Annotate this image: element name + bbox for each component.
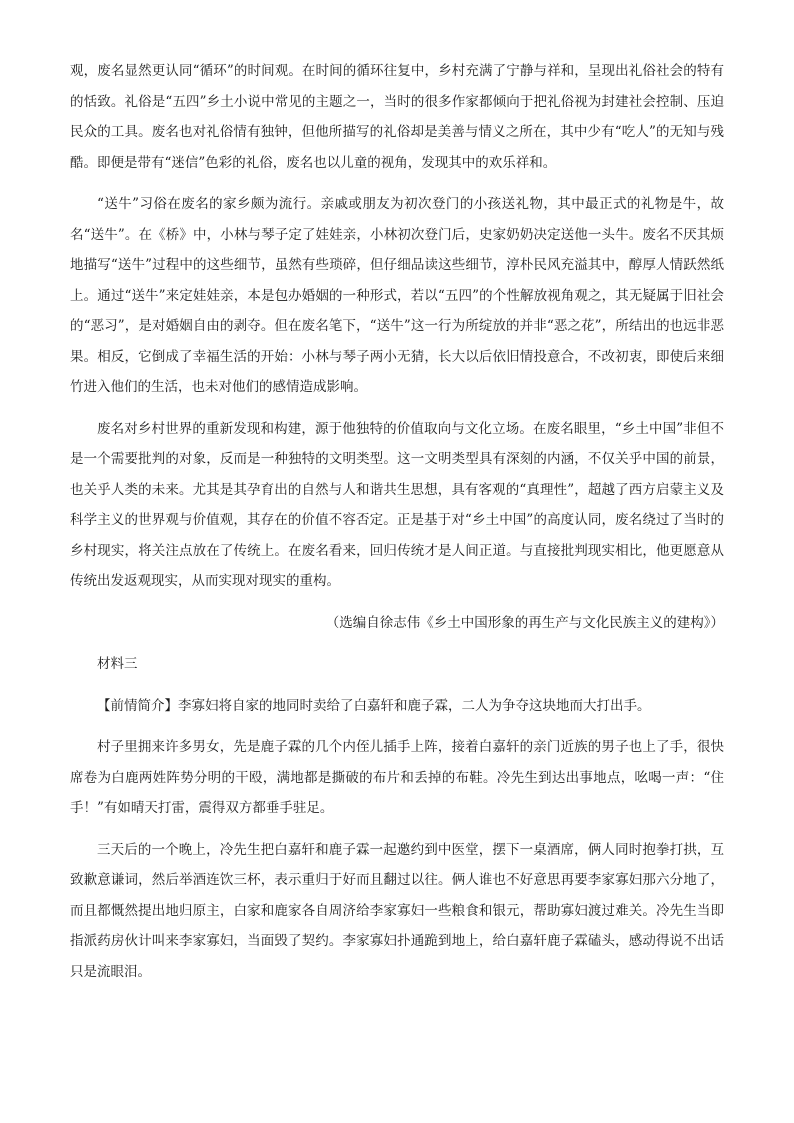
section-heading: 材料三 bbox=[97, 656, 138, 672]
paragraph-continued: 观，废名显然更认同“循环”的时间观。在时间的循环往复中，乡村充满了宁静与祥和，呈现出礼俗社会的特有的恬致。礼俗是“五四”乡土小说中常见的主题之一，当时的很多作家都倾向于把礼俗视为封建社会控制、压迫民众的工具。废名也对礼俗情有独钟，但他所描写的礼俗却是美善与情义之所在，其中少有“吃人”的无知与残酷。即便是带有“迷信”色彩的礼俗，废名也以儿童的视角，发现其中的欢乐祥和。 bbox=[70, 63, 724, 171]
paragraph-feiming-stance: 废名对乡村世界的重新发现和构建，源于他独特的价值取向与文化立场。在废名眼里，“乡土中国”非但不是一个需要批判的对象，反而是一种独特的文明类型。这一文明类型具有深刻的内涵，不仅关乎中国的前景，也关乎人类的未来。尤其是其孕育出的自然与人和谐共生思想，具有客观的“真理性”，超越了西方启蒙主义及科学主义的世界观与价值观，其存在的价值不容否定。正是基于对“乡土中国”的高度认同，废名绕过了当时的乡村现实，将关注点放在了传统上。在废名看来，回归传统才是人间正道。与直接批判现实相比，他更愿意从传统出发返观现实，从而实现对现实的重构。 bbox=[70, 420, 724, 589]
story-paragraph-fight: 村子里拥来许多男女，先是鹿子霖的几个内侄儿插手上阵，接着白嘉轩的亲门近族的男子也上了手，很快席卷为白鹿两姓阵势分明的干殴，满地都是撕破的布片和丢掉的布鞋。冷先生到达出事地点，吆喝一声：“住手！”有如晴天打雷，震得双方都垂手驻足。 bbox=[70, 739, 724, 816]
paragraph-song-niu: “送牛”习俗在废名的家乡颇为流行。亲戚或朋友为初次登门的小孩送礼物，其中最正式的礼物是牛，故名“送牛”。在《桥》中，小林与琴子定了娃娃亲，小林初次登门后，史家奶奶决定送他一头牛。废名不厌其烦地描写“送牛”过程中的这些细节，虽然有些琐碎，但仔细品读这些细节，淳朴民风充溢其中，醇厚人情跃然纸上。通过“送牛”来定娃娃亲，本是包办婚姻的一种形式，若以“五四”的个性解放视角观之，其无疑属于旧社会的“恶习”，是对婚姻自由的剥夺。但在废名笔下，“送牛”这一行为所绽放的并非“恶之花”，所结出的也远非恶果。相反，它倒成了幸福生活的开始：小林与琴子两小无猜，长大以后依旧情投意合，不改初衷，即使后来细竹进入他们的生活，也未对他们的感情造成影响。 bbox=[70, 196, 724, 395]
story-paragraph-reconcile: 三天后的一个晚上，冷先生把白嘉轩和鹿子霖一起邀约到中医堂，摆下一桌酒席，俩人同时抱拳打拱，互致歉意谦词，然后举酒连饮三杯，表示重归于好而且翻过以往。俩人谁也不好意思再要李家寡妇那六分地了，而且都慨然提出地归原主，白家和鹿家各自周济给李家寡妇一些粮食和银元，帮助寡妇渡过难关。冷先生当即指派药房伙计叫来李家寡妇，当面毁了契约。李家寡妇扑通跪到地上，给白嘉轩鹿子霖磕头，感动得说不出话只是流眼泪。 bbox=[70, 841, 724, 980]
intro-summary: 【前情简介】李寡妇将自家的地同时卖给了白嘉轩和鹿子霖，二人为争夺这块地而大打出手。 bbox=[97, 697, 651, 714]
source-citation: （选编自徐志伟《乡土中国形象的再生产与文化民族主义的建构》） bbox=[325, 614, 724, 631]
document-page bbox=[70, 56, 724, 987]
